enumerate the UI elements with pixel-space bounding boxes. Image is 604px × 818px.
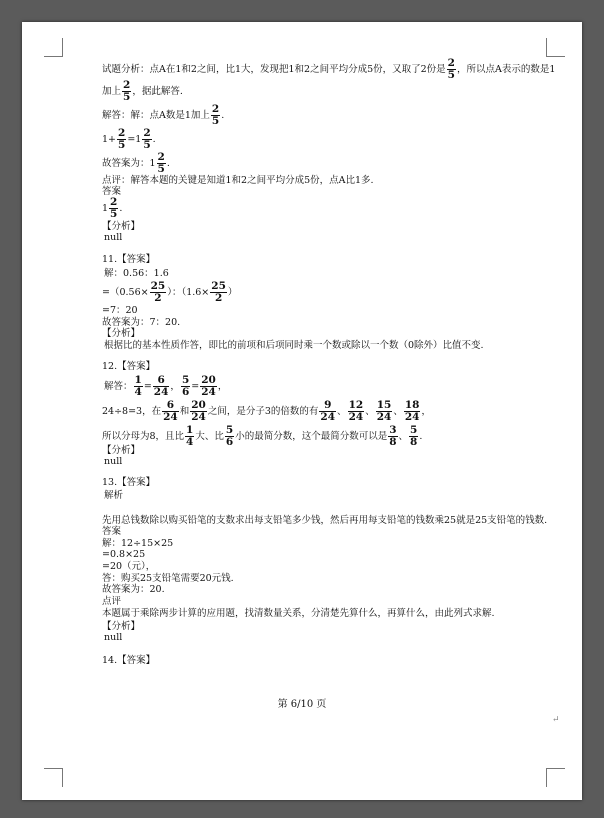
fraction: $\frac{2}{5}$: [123, 79, 131, 104]
text-line: 故答案为：20.: [102, 584, 165, 595]
crop-mark-top-right: [546, 38, 565, 57]
null-text: null: [104, 232, 123, 243]
comment-line: 点评：解答本题的关键是知道1和2之间平均分成5份，点A比1多.: [102, 175, 374, 186]
text-line: 24÷8=3，在 $\frac{6}{24}$ 和 $\frac{20}{24}$ 之间，是分子3的倍数的有 $\frac{9}{24}$ 、 $\frac{12}{24}$ 、 $\frac{15}{24}$ 、 $\frac{18}{24}$ ，: [102, 399, 431, 424]
text-line: 解析: [104, 490, 124, 501]
document-page: [22, 22, 582, 800]
fraction: $\frac{2}{5}$: [143, 127, 151, 152]
fraction: $\frac{5}{6}$: [225, 424, 234, 449]
text-line: 加上 $\frac{2}{5}$ ，据此解答.: [102, 79, 183, 104]
crop-mark-top-left: [44, 38, 63, 57]
text-line: 所以分母为8，且比 $\frac{1}{4}$ 大、比 $\frac{5}{6}$ 小的最简分数，这个最简分数可以是 $\frac{3}{8}$ 、 $\frac{5}{8}$ .: [102, 424, 423, 449]
text-line: 解：12÷15×25: [102, 538, 174, 549]
fraction: $\frac{2}{5}$: [118, 127, 126, 152]
text-line: 答：购买25支铅笔需要20元钱.: [102, 573, 234, 584]
question-heading: 11.【答案】: [102, 254, 156, 265]
comment-label: 点评: [102, 596, 122, 607]
fraction: $\frac{1}{4}$: [186, 424, 194, 449]
fraction: $\frac{2}{5}$: [110, 196, 118, 221]
answer-label: 答案: [102, 526, 122, 537]
fraction: $\frac{5}{6}$: [181, 374, 190, 399]
fraction: $\frac{2}{5}$: [157, 151, 165, 176]
fraction: $\frac{25}{2}$: [150, 280, 166, 305]
text-line: 解答： $\frac{1}{4}$ = $\frac{6}{24}$ ， $\frac{5}{6}$ = $\frac{20}{24}$ ，: [104, 374, 228, 399]
fraction: $\frac{6}{24}$: [153, 374, 169, 399]
text-line: 先用总钱数除以购买铅笔的支数求出每支铅笔多少钱，然后再用每支铅笔的钱数乘25就是25支铅笔的钱数.: [102, 515, 548, 526]
text-line: 故答案为：1 $\frac{2}{5}$ .: [102, 151, 170, 176]
analysis-heading: 【分析】: [102, 328, 141, 339]
analysis-heading: 【分析】: [102, 621, 141, 632]
text-line: =7：20: [102, 305, 138, 316]
analysis-heading: 【分析】: [102, 221, 141, 232]
fraction: $\frac{20}{24}$: [201, 374, 216, 399]
null-text: null: [104, 632, 123, 643]
text-line: 1+ $\frac{2}{5}$ =1 $\frac{2}{5}$ .: [102, 127, 156, 152]
null-text: null: [104, 456, 123, 467]
question-heading: 13.【答案】: [102, 477, 156, 488]
fraction: $\frac{25}{2}$: [211, 280, 226, 305]
text-line: 故答案为：7：20.: [102, 317, 181, 328]
fraction: $\frac{2}{5}$: [211, 103, 220, 128]
fraction: $\frac{20}{24}$: [191, 399, 206, 424]
text-line: 解：0.56：1.6: [104, 268, 169, 279]
text-line: 试题分析：点A在1和2之间，比1大，发现把1和2之间平均分成5份，又取了2份是 $\frac{2}{5}$ ，所以点A表示的数是1: [102, 57, 556, 82]
text-line: 解答：解：点A数是1加上 $\frac{2}{5}$ .: [102, 103, 225, 128]
fraction: $\frac{1}{4}$: [134, 374, 142, 399]
crop-mark-bottom-left: [44, 768, 63, 787]
question-heading: 12.【答案】: [102, 361, 156, 372]
fraction: $\frac{2}{5}$: [447, 57, 455, 82]
fraction: $\frac{15}{24}$: [376, 399, 392, 424]
text-line: 本题属于乘除两步计算的应用题，找清数量关系，分清楚先算什么，再算什么，由此列式求解.: [102, 608, 495, 619]
answer-label: 答案: [102, 186, 122, 197]
text-line: 根据比的基本性质作答，即比的前项和后项同时乘一个数或除以一个数（0除外）比值不变.: [104, 340, 484, 351]
text-line: =0.8×25: [102, 549, 146, 560]
fraction: $\frac{5}{8}$: [410, 424, 418, 449]
paragraph-mark-icon: ↵: [552, 715, 560, 725]
question-heading: 14.【答案】: [102, 655, 156, 666]
crop-mark-bottom-right: [546, 768, 565, 787]
text-line: =（0.56× $\frac{25}{2}$ ）：（1.6× $\frac{25}{2}$ ）: [102, 280, 238, 305]
fraction: $\frac{9}{24}$: [320, 399, 336, 424]
text-line: =20（元），: [102, 561, 156, 572]
page-number-footer: 第 6/10 页: [277, 699, 327, 710]
fraction: $\frac{6}{24}$: [163, 399, 178, 424]
fraction: $\frac{12}{24}$: [348, 399, 364, 424]
fraction: $\frac{3}{8}$: [389, 424, 397, 449]
analysis-heading: 【分析】: [102, 445, 141, 456]
text-line: 1 $\frac{2}{5}$ .: [102, 196, 123, 221]
fraction: $\frac{18}{24}$: [404, 399, 420, 424]
